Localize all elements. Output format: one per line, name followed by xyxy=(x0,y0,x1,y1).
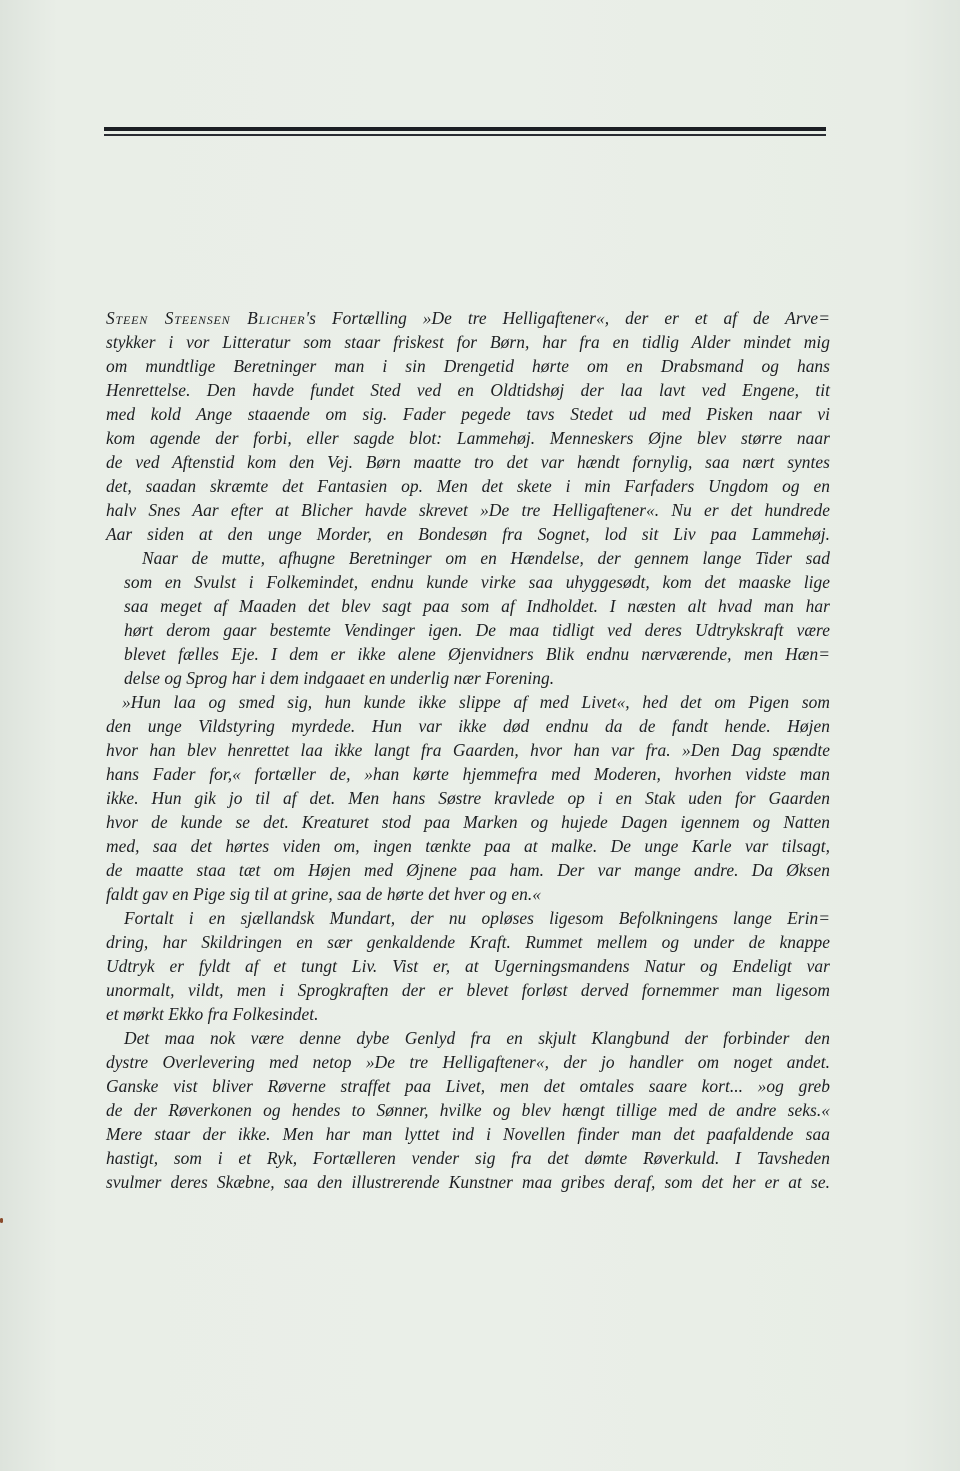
author-suffix: 's xyxy=(305,308,316,328)
text-line: Aar siden at den unge Morder, en Bondesøn fra Sognet, lod sit Liv paa Lammehøj. xyxy=(106,524,830,544)
text-line: svulmer deres Skæbne, saa den illustrerende Kunstner maa gribes deraf, som det her er at se. xyxy=(106,1172,830,1192)
text-line: hastigt, som i et Ryk, Fortælleren vender sig fra det dømte Røverkuld. I Tavsheden xyxy=(106,1148,830,1168)
text-line: Fortalt i en sjællandsk Mundart, der nu opløses ligesom Befolkningens lange Erin= xyxy=(124,908,830,928)
text-line: et mørkt Ekko fra Folkesindet. xyxy=(106,1004,319,1024)
line-text: Fortælling »De tre Helligaftener«, der er et af de Arve= xyxy=(316,308,830,328)
text-line: hvor de kunde se det. Kreaturet stod paa Marken og hujede Dagen igennem og Natten xyxy=(106,812,830,832)
text-line: Det maa nok være denne dybe Genlyd fra en skjult Klangbund der forbinder den xyxy=(124,1028,830,1048)
text-line: ikke. Hun gik jo til af det. Men hans Søstre kravlede op i en Stak uden for Gaarden xyxy=(106,788,830,808)
text-line: om mundtlige Beretninger man i sin Drengetid hørte om en Drabsmand og hans xyxy=(106,356,830,376)
rule-thick-line xyxy=(104,127,826,131)
text-line: hans Fader for,« fortæller de, »han kørte hjemmefra med Moderen, hvorhen vidste man xyxy=(106,764,830,784)
author-name: Steen Steensen Blicher xyxy=(106,308,306,328)
rule-thin-line xyxy=(104,134,826,136)
text-line: det, saadan skræmte det Fantasien op. Men det skete i min Farfaders Ungdom og en xyxy=(106,476,830,496)
paragraph-4 xyxy=(106,906,830,1026)
text-line: de ved Aftenstid kom den Vej. Børn maatte tro det var hændt fornylig, saa nært syntes xyxy=(106,452,830,472)
text-line: faldt gav en Pige sig til at grine, saa de hørte det hver og en.« xyxy=(106,884,542,904)
text-line: dring, har Skildringen en sær genkaldende Kraft. Rummet mellem og under de knappe xyxy=(106,932,830,952)
text-line: dystre Overlevering med netop »De tre Helligaftener«, der jo handler om noget andet. xyxy=(106,1052,830,1072)
text-line: Udtryk er fyldt af et tungt Liv. Vist er, at Ugerningsmandens Natur og Endeligt var xyxy=(106,956,830,976)
text-line: saa meget af Maaden det blev sagt paa som af Indholdet. I næsten alt hvad man har xyxy=(124,596,830,616)
text-line: med kold Ange staaende om sig. Fader pegede tavs Stedet ud med Pisken naar vi xyxy=(106,404,830,424)
text-line xyxy=(106,306,830,330)
paragraph-3 xyxy=(106,690,830,906)
paper-speck xyxy=(0,1218,3,1223)
text-line: Henrettelse. Den havde fundet Sted ved en Oldtidshøj der laa lavt ved Engene, tit xyxy=(106,380,830,400)
text-line: den unge Vildstyring myrdede. Hun var ikke død endnu da de fandt hende. Højen xyxy=(106,716,830,736)
double-rule-divider xyxy=(104,127,826,137)
text-line: halv Snes Aar efter at Blicher havde skrevet »De tre Helligaftener«. Nu er det hundrede xyxy=(106,500,830,520)
text-line: stykker i vor Litteratur som staar friskest for Børn, har fra en tidlig Alder mindet mig xyxy=(106,332,830,352)
paragraph-2 xyxy=(106,546,830,690)
text-line: blevet fælles Eje. I dem er ikke alene Øjenvidners Blik endnu nærværende, men Hæn= xyxy=(124,644,830,664)
text-line: som en Svulst i Folkemindet, endnu kunde virke saa uhyggesødt, kom det maaske lige xyxy=(124,572,830,592)
text-line: Naar de mutte, afhugne Beretninger om en Hændelse, der gennem lange Tider sad xyxy=(142,548,830,568)
paragraph-1 xyxy=(106,306,830,546)
text-line: delse og Sprog har i dem indgaaet en underlig nær Forening. xyxy=(124,668,555,688)
text-line: hvor han blev henrettet laa ikke langt fra Gaarden, hvor han var fra. »Den Dag spændte xyxy=(106,740,830,760)
text-line: »Hun laa og smed sig, hun kunde ikke slippe af med Livet«, hed det om Pigen som xyxy=(122,692,830,712)
text-line: de der Røverkonen og hendes to Sønner, hvilke og blev hængt tillige med de andre seks.« xyxy=(106,1100,830,1120)
text-line: unormalt, vildt, men i Sprogkraften der er blevet forløst derved fornemmer man ligesom xyxy=(106,980,830,1000)
paragraph-5 xyxy=(106,1026,830,1194)
text-line: de maatte staa tæt om Højen med Øjnene paa ham. Der var mange andre. Da Øksen xyxy=(106,860,830,880)
body-text xyxy=(106,306,830,1194)
text-line: hørt derom gaar bestemte Vendinger igen. De maa tidligt ved deres Udtrykskraft være xyxy=(124,620,830,640)
text-line: kom agende der forbi, eller sagde blot: Lammehøj. Menneskers Øjne blev større naar xyxy=(106,428,830,448)
text-line: med, saa det hørtes viden om, ingen tænkte paa at malke. De unge Karle var tilsagt, xyxy=(106,836,830,856)
text-line: Ganske vist bliver Røverne straffet paa Livet, men det omtales saare kort... »og greb xyxy=(106,1076,830,1096)
text-line: Mere staar der ikke. Men har man lyttet ind i Novellen finder man det paafaldende saa xyxy=(106,1124,830,1144)
